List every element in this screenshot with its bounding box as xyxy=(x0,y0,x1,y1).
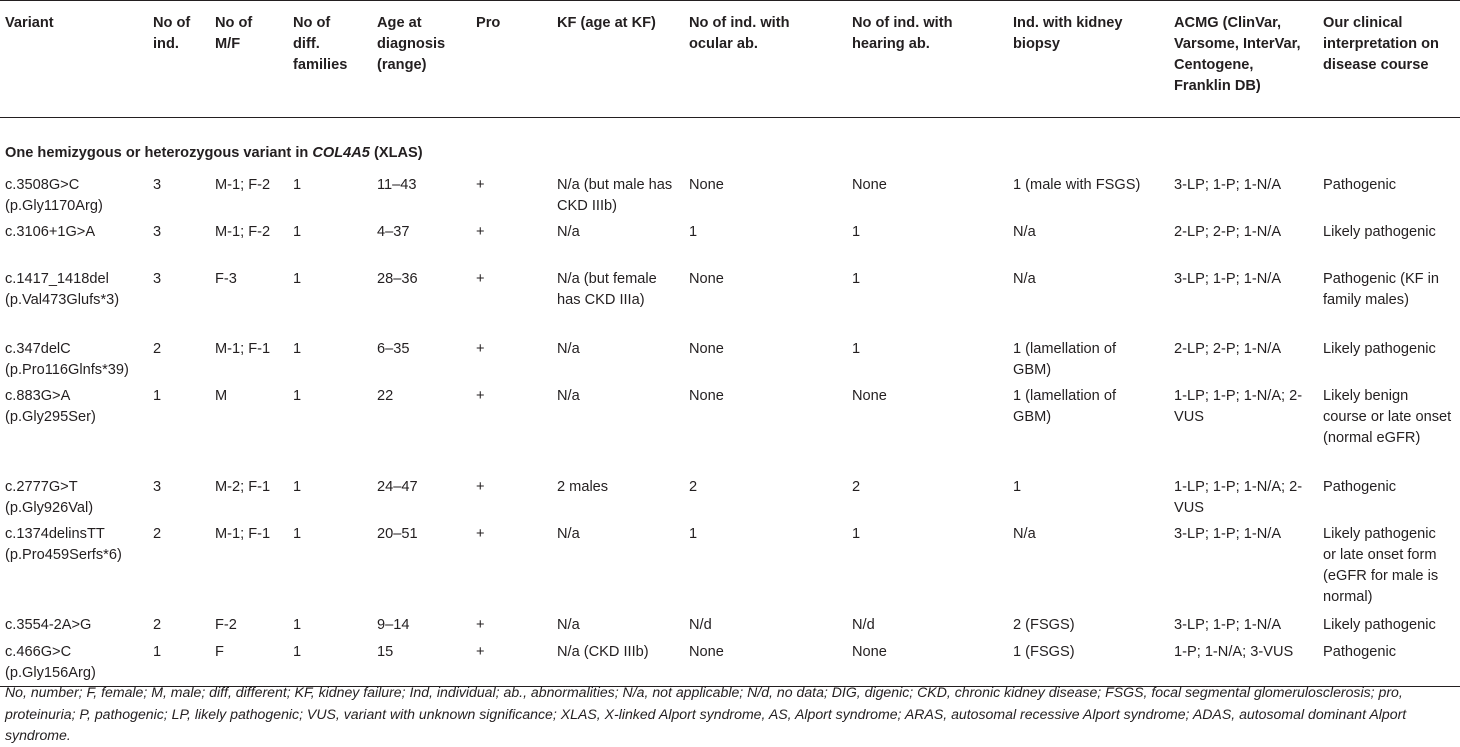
table-cell: 4–37 xyxy=(377,223,410,240)
table-cell: M xyxy=(215,387,228,404)
table-cell: 1 (FSGS) xyxy=(1005,638,1166,687)
table-cell: Pathogenic (KF in family males) xyxy=(1323,270,1440,308)
table-cell: + xyxy=(476,525,485,542)
table-cell: None xyxy=(689,340,724,357)
variant-cell: c.3508G>C (p.Gly1170Arg) xyxy=(5,176,103,214)
table-cell: 28–36 xyxy=(377,270,418,287)
table-cell: 1 (lamellation of GBM) xyxy=(1013,387,1117,425)
table-row xyxy=(0,171,1460,218)
table-body xyxy=(0,118,1460,687)
section-row xyxy=(0,118,1460,171)
table-cell: 1-LP; 1-P; 1-N/A; 2-VUS xyxy=(1174,387,1303,425)
header-cell: No of ind. xyxy=(145,1,207,118)
table-cell: None xyxy=(844,638,1005,687)
table-cell: N/a xyxy=(1013,223,1036,240)
header-row xyxy=(0,1,1460,118)
table-cell: Likely benign course or late onset (normal eGFR) xyxy=(1323,387,1452,446)
header-cell: No of ind. with ocular ab. xyxy=(681,1,844,118)
header-cell: Variant xyxy=(0,1,145,118)
table-row xyxy=(0,638,1460,687)
table-cell: 1 xyxy=(293,176,302,193)
table-cell: Pathogenic xyxy=(1315,638,1460,687)
table-row xyxy=(0,611,1460,638)
table-cell: + xyxy=(476,478,485,495)
variant-cell: c.3106+1G>A xyxy=(5,223,96,240)
table-cell: N/a (CKD IIIb) xyxy=(549,638,681,687)
table-cell: + xyxy=(476,223,485,240)
table-cell: 3-LP; 1-P; 1-N/A xyxy=(1174,176,1282,193)
section-gene: COL4A5 xyxy=(312,145,370,161)
table-row xyxy=(0,473,1460,520)
table-cell: M-1; F-2 xyxy=(215,176,271,193)
table-cell: N/a xyxy=(557,223,580,240)
header-cell: No of M/F xyxy=(207,1,285,118)
table-cell: 2 xyxy=(852,478,861,495)
table-cell: 2 xyxy=(153,616,162,633)
header-cell: Pro xyxy=(468,1,549,118)
table-cell: N/a xyxy=(557,387,580,404)
table-cell: 22 xyxy=(377,387,394,404)
table-cell: 1 xyxy=(293,525,302,542)
table-cell: N/a xyxy=(557,340,580,357)
section-heading xyxy=(0,118,1460,171)
variant-cell: c.466G>C (p.Gly156Arg) xyxy=(0,638,145,687)
table-cell: 3 xyxy=(153,223,162,240)
table-cell: M-2; F-1 xyxy=(215,478,271,495)
table-cell: + xyxy=(476,176,485,193)
table-cell: 1 xyxy=(852,223,861,240)
table-cell: M-1; F-1 xyxy=(215,340,271,357)
table-row xyxy=(0,382,1460,473)
table-cell: 3-LP; 1-P; 1-N/A xyxy=(1174,270,1282,287)
table-cell: Pathogenic xyxy=(1323,176,1397,193)
table-cell: None xyxy=(689,387,724,404)
table-cell: F-3 xyxy=(215,270,237,287)
table-footnote: No, number; F, female; M, male; diff, different; KF, kidney failure; Ind, individual; ab., abnormalities; N/a, not applicable; N/d, no data; DIG, digenic; CKD, chronic kidney disease; FSGS, focal segmental glomerulosclerosis; pro, proteinuria; P, pathogenic; LP, likely pathogenic; VUS, variant with unknown significance; XLAS, X-linked Alport syndrome, AS, Alport syndrome; ARAS, autosomal recessive Alport syndrome; ADAS, autosomal dominant Alport syndrome. xyxy=(5,684,1407,743)
table-cell: 1 xyxy=(153,387,162,404)
table-cell: 1 (male with FSGS) xyxy=(1013,176,1141,193)
table-cell: 1 (lamellation of GBM) xyxy=(1013,340,1117,378)
table-cell: None xyxy=(689,176,724,193)
header-cell: Age at diagnosis (range) xyxy=(369,1,468,118)
table-cell: N/a xyxy=(1013,525,1036,542)
table-cell: + xyxy=(476,340,485,357)
table-cell: 3-LP; 1-P; 1-N/A xyxy=(1174,525,1282,542)
table-cell: 1 xyxy=(689,223,698,240)
header-cell: ACMG (ClinVar, Varsome, InterVar, Centogene, Franklin DB) xyxy=(1166,1,1315,118)
table-cell: 1 xyxy=(852,340,861,357)
header-cell: No of ind. with hearing ab. xyxy=(844,1,1005,118)
table-cell: N/d xyxy=(689,616,712,633)
table-cell: 2 xyxy=(153,340,162,357)
table-cell: Likely pathogenic xyxy=(1323,340,1436,357)
table-cell: 1 xyxy=(1013,478,1022,495)
table-cell: 1 xyxy=(293,223,302,240)
table-cell: F-2 xyxy=(215,616,237,633)
table-cell: 1 xyxy=(293,340,302,357)
table-cell: Likely pathogenic xyxy=(1323,616,1436,633)
variant-cell: c.1374delinsTT (p.Pro459Serfs*6) xyxy=(5,525,122,563)
table-cell: + xyxy=(468,638,549,687)
table-cell: N/d xyxy=(852,616,875,633)
variant-cell: c.347delC (p.Pro116Glnfs*39) xyxy=(5,340,129,378)
table-cell: + xyxy=(476,616,485,633)
table-cell: 2-LP; 2-P; 1-N/A xyxy=(1174,340,1282,357)
table-cell: Likely pathogenic xyxy=(1323,223,1436,240)
variant-cell: c.3554-2A>G xyxy=(5,616,92,633)
table-cell: 1 xyxy=(293,270,302,287)
header-cell: Our clinical interpretation on disease course xyxy=(1315,1,1460,118)
variant-cell: c.2777G>T (p.Gly926Val) xyxy=(5,478,94,516)
variant-cell: c.1417_1418del (p.Val473Glufs*3) xyxy=(5,270,120,308)
table-cell: M-1; F-1 xyxy=(215,525,271,542)
table-row xyxy=(0,520,1460,611)
table-cell: 2-LP; 2-P; 1-N/A xyxy=(1174,223,1282,240)
header-cell: KF (age at KF) xyxy=(549,1,681,118)
table-cell: 1 xyxy=(852,525,861,542)
table-cell: N/a (but female has CKD IIIa) xyxy=(557,270,657,308)
table-cell: 3 xyxy=(153,478,162,495)
table-cell: + xyxy=(476,387,485,404)
table-cell: 11–43 xyxy=(377,176,417,193)
table-cell: 9–14 xyxy=(377,616,410,633)
section-suffix: (XLAS) xyxy=(369,145,423,161)
table-cell: 2 xyxy=(153,525,162,542)
table-cell: None xyxy=(852,387,887,404)
table-cell: None xyxy=(689,270,724,287)
table-cell: 1 xyxy=(689,525,698,542)
variant-cell: c.883G>A (p.Gly295Ser) xyxy=(5,387,96,425)
table-cell: None xyxy=(852,176,887,193)
table-row xyxy=(0,265,1460,335)
table-cell: 1 xyxy=(145,638,207,687)
table-cell: 6–35 xyxy=(377,340,410,357)
table-cell: 2 (FSGS) xyxy=(1013,616,1075,633)
table-cell: 3-LP; 1-P; 1-N/A xyxy=(1174,616,1282,633)
table-cell: 3 xyxy=(153,270,162,287)
header-cell: No of diff. families xyxy=(285,1,369,118)
table-cell: 24–47 xyxy=(377,478,418,495)
table-cell: 2 males xyxy=(557,478,609,495)
table-cell: N/a xyxy=(557,616,580,633)
table-cell: 1-P; 1-N/A; 3-VUS xyxy=(1166,638,1315,687)
table-cell: 1 xyxy=(293,478,302,495)
table-row xyxy=(0,218,1460,265)
table-cell: None xyxy=(681,638,844,687)
table-cell: F xyxy=(207,638,285,687)
table-cell: 1 xyxy=(285,638,369,687)
table-cell: 1 xyxy=(852,270,861,287)
table-cell: + xyxy=(476,270,485,287)
table-cell: 1 xyxy=(293,387,302,404)
table-cell: 1 xyxy=(293,616,302,633)
table-cell: 3 xyxy=(153,176,162,193)
table-cell: 2 xyxy=(689,478,698,495)
table-row xyxy=(0,335,1460,382)
section-prefix: One hemizygous or heterozygous variant in xyxy=(5,145,313,161)
table-cell: 1-LP; 1-P; 1-N/A; 2-VUS xyxy=(1174,478,1303,516)
table-cell: N/a (but male has CKD IIIb) xyxy=(557,176,673,214)
table-cell: 15 xyxy=(369,638,468,687)
table-cell: Likely pathogenic or late onset form (eGFR for male is normal) xyxy=(1323,525,1439,605)
table-cell: N/a xyxy=(557,525,580,542)
table-cell: Pathogenic xyxy=(1323,478,1397,495)
table-cell: M-1; F-2 xyxy=(215,223,271,240)
header-cell: Ind. with kidney biopsy xyxy=(1005,1,1166,118)
table-cell: 20–51 xyxy=(377,525,418,542)
table-cell: N/a xyxy=(1013,270,1036,287)
